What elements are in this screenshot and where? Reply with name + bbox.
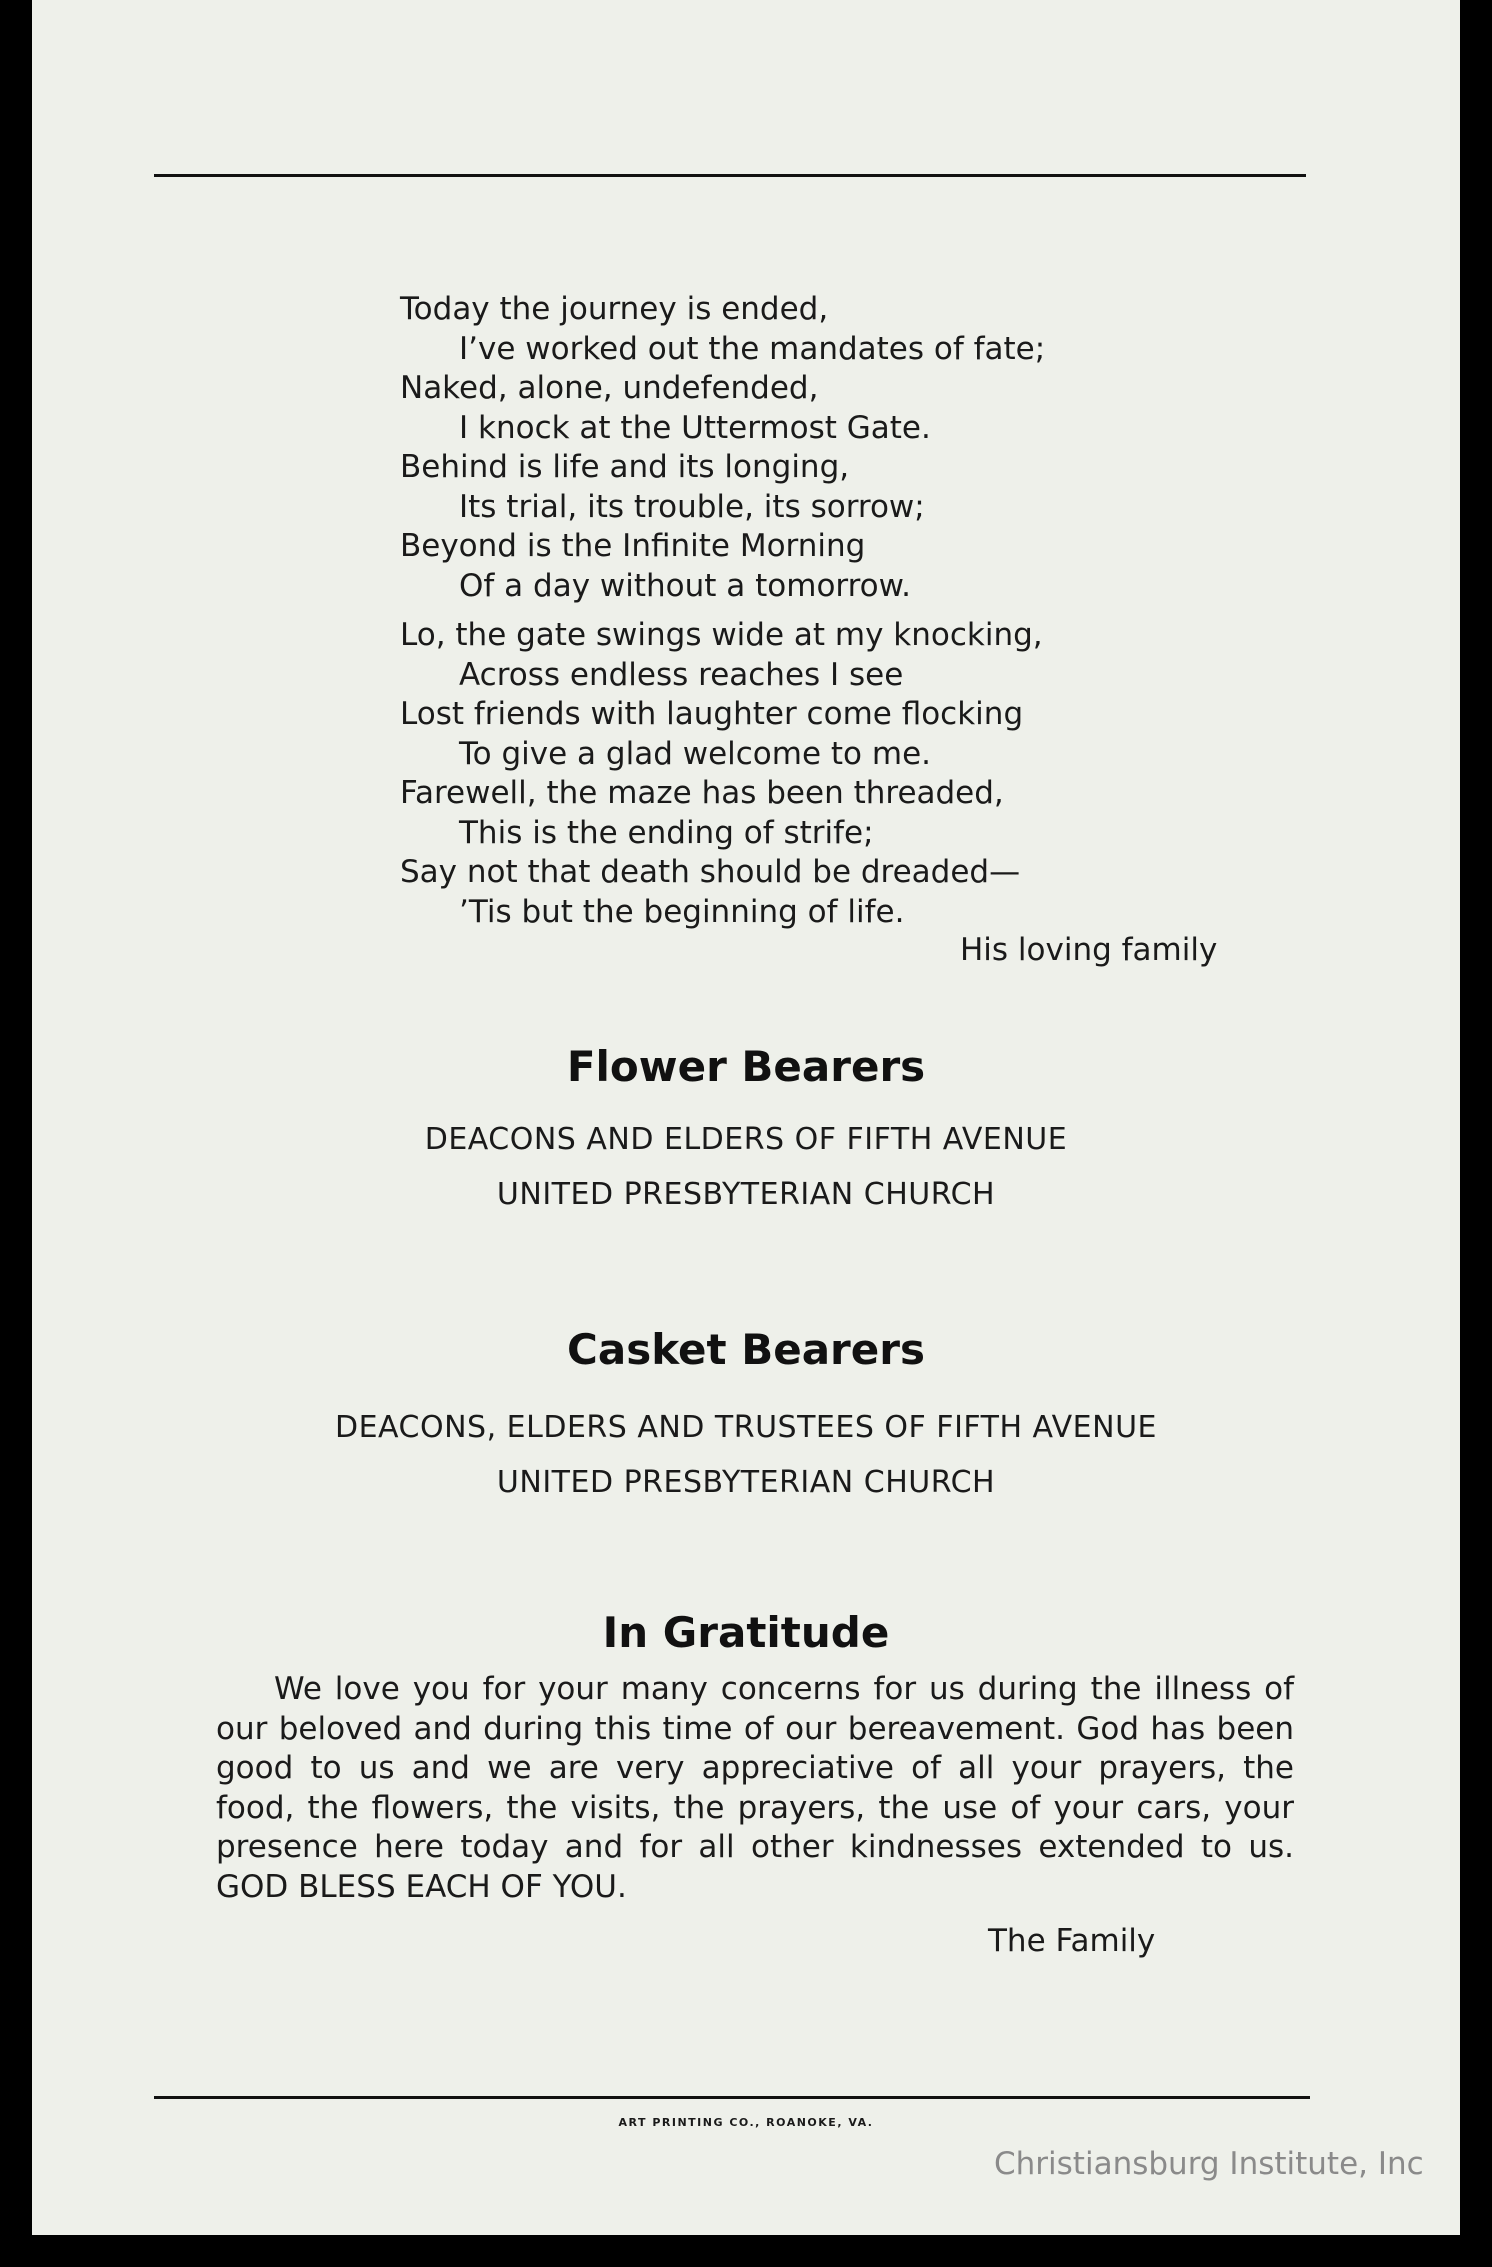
watermark: Christiansburg Institute, Inc [994, 2146, 1424, 2182]
poem-stanza-2 [400, 616, 1300, 932]
poem [400, 290, 1300, 932]
poem-line: Say not that death should be dreaded— [400, 854, 1021, 890]
gratitude-title: In Gratitude [602, 1608, 890, 1657]
poem-line: This is the ending of strife; [459, 814, 874, 851]
casket-bearers-line-2: UNITED PRESBYTERIAN CHURCH [496, 1465, 996, 1500]
poem-line: Farewell, the maze has been threaded, [400, 775, 1004, 811]
poem-signoff: His loving family [960, 932, 1218, 968]
casket-bearers-line-1: DEACONS, ELDERS AND TRUSTEES OF FIFTH AVENUE [335, 1410, 1157, 1445]
top-rule [154, 174, 1306, 177]
poem-line: To give a glad welcome to me. [459, 735, 931, 772]
poem-line: Lost friends with laughter come flocking [400, 696, 1024, 732]
poem-line: Today the journey is ended, [400, 291, 829, 327]
poem-line: ’Tis but the beginning of life. [459, 893, 905, 930]
poem-line: Of a day without a tomorrow. [459, 567, 912, 604]
flower-bearers-line-1: DEACONS AND ELDERS OF FIFTH AVENUE [424, 1122, 1068, 1157]
poem-line: I knock at the Uttermost Gate. [459, 409, 931, 446]
flower-bearers-line-2: UNITED PRESBYTERIAN CHURCH [496, 1177, 996, 1212]
poem-line: I’ve worked out the mandates of fate; [459, 330, 1046, 367]
printer-imprint: ART PRINTING CO., ROANOKE, VA. [618, 2116, 874, 2129]
gratitude-signoff: The Family [988, 1923, 1156, 1959]
poem-line: Naked, alone, undefended, [400, 370, 819, 406]
bottom-rule [154, 2096, 1310, 2099]
poem-line: Behind is life and its longing, [400, 449, 850, 485]
poem-stanza-1 [400, 290, 1300, 606]
poem-line: Beyond is the Infinite Morning [400, 528, 866, 564]
casket-bearers-title: Casket Bearers [567, 1325, 925, 1374]
poem-line: Across endless reaches I see [459, 656, 904, 693]
poem-line: Lo, the gate swings wide at my knocking, [400, 617, 1043, 653]
poem-line: Its trial, its trouble, its sorrow; [459, 488, 925, 525]
gratitude-text: We love you for your many concerns for us during the illness of our beloved and during this time of our bereavement. God has been good to us and we are very appreciative of all your prayers, the food, the flowers, the visits, the prayers, the use of your cars, your presence here today and for all other kindnesses extended to us. GOD BLESS EACH OF YOU. [216, 1671, 1294, 1905]
flower-bearers-title: Flower Bearers [566, 1042, 926, 1091]
